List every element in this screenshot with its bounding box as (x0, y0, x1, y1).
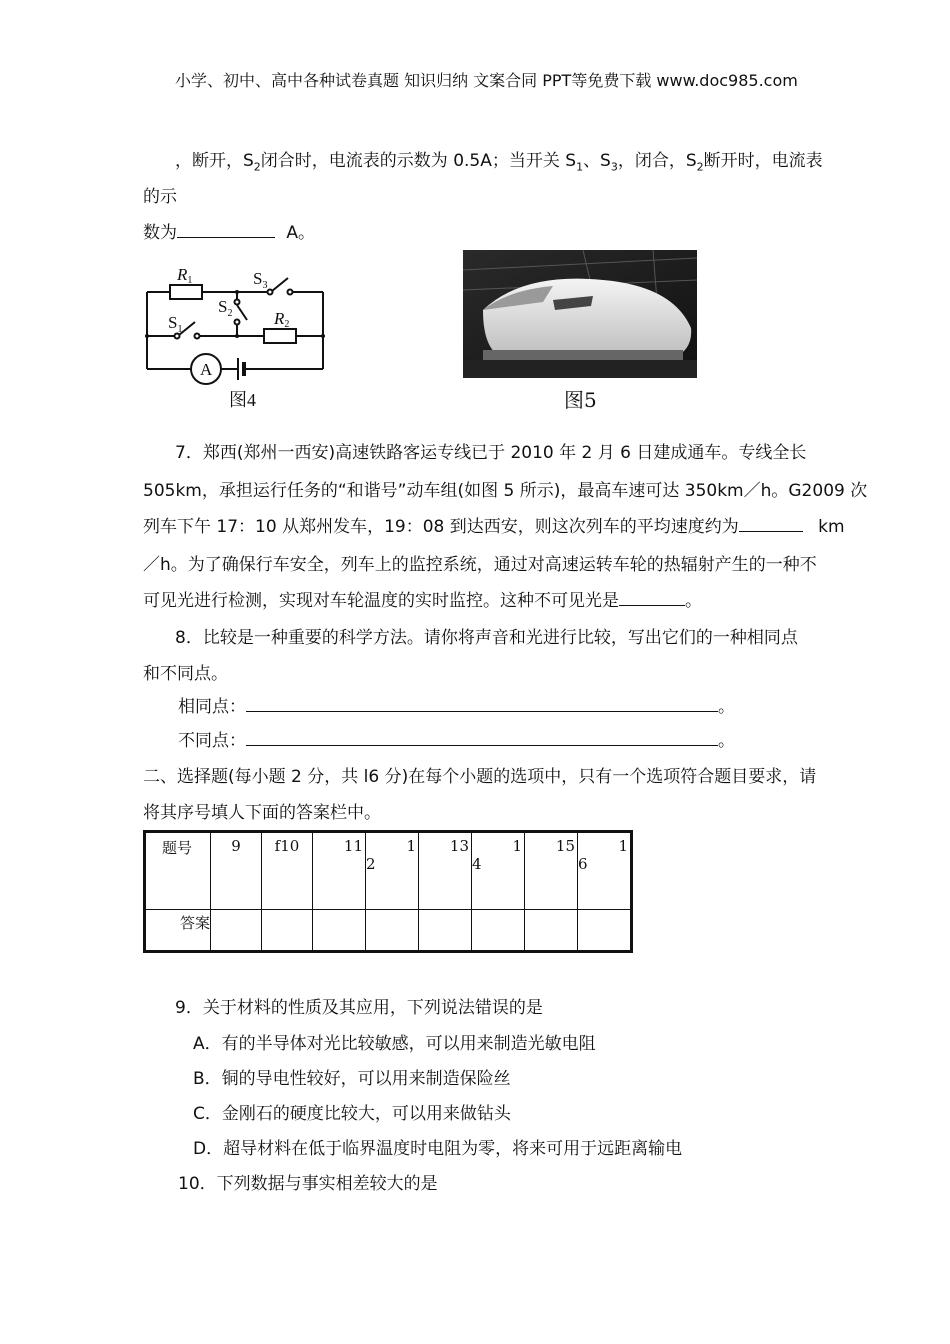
qnum-cell: 13 (419, 832, 472, 910)
q9-option-b: B．铜的导电性较好，可以用来制造保险丝 (193, 1069, 511, 1089)
answer-table (143, 830, 633, 953)
q8-diff-row: 不同点： 。 (178, 731, 735, 751)
svg-text:S3: $S_3$ (253, 269, 268, 291)
answer-cell[interactable] (313, 910, 366, 952)
answer-cell[interactable] (472, 910, 525, 952)
q9-option-d: D．超导材料在低于临界温度时电阻为零，将来可用于远距离输电 (193, 1139, 683, 1159)
q7-line2: 505km，承担运行任务的“和谐号”动车组(如图 5 所示)，最高车速可达 350km／h。G2009 次 (143, 481, 868, 501)
answer-cell[interactable] (366, 910, 419, 952)
qnum-cell: f10 (262, 832, 313, 910)
q6-line3: 数为 A。 (143, 223, 316, 243)
q8-diff-blank[interactable] (246, 745, 718, 746)
q7-speed-blank[interactable] (739, 531, 803, 532)
fig5-caption: 图5 (564, 388, 597, 412)
page-header: 小学、初中、高中各种试卷真题 知识归纳 文案合同 PPT等免费下载 www.doc985.com (175, 71, 798, 90)
q7-line4: ／h。为了确保行车安全，列车上的监控系统，通过对高速运转车轮的热辐射产生的一种不 (143, 555, 817, 575)
svg-text:R1: R1 (177, 265, 193, 286)
qnum-cell: 11 (313, 832, 366, 910)
fig4-caption: 图4 (229, 390, 256, 410)
q8-same-blank[interactable] (246, 711, 718, 712)
question-number-row (145, 832, 632, 910)
section2-line2: 将其序号填人下面的答案栏中。 (143, 803, 381, 823)
answer-cell[interactable] (211, 910, 262, 952)
qnum-cell: 1 2 (366, 832, 419, 910)
resistor-r2 (264, 329, 296, 343)
svg-text:S2: $S_2$ (218, 297, 233, 319)
q9-stem: 9．关于材料的性质及其应用，下列说法错误的是 (175, 998, 543, 1018)
q6-line1: ，断开，$S_2$闭合时，电流表的示数为 0.5A；当开关 $S_1$、$S_3$，闭合，$S_2$断开时，电流表 (175, 151, 823, 174)
q6-line2: 的示 (143, 187, 177, 207)
switch-s3 (272, 278, 288, 291)
q7-line1: 7．郑西(郑州一西安)高速铁路客运专线已于 2010 年 2 月 6 日建成通车。专线全长 (175, 443, 807, 463)
resistor-r1 (170, 285, 202, 299)
q8-line1: 8．比较是一种重要的科学方法。请你将声音和光进行比较，写出它们的一种相同点 (175, 628, 798, 648)
answer-cell[interactable] (262, 910, 313, 952)
q7-line3: 列车下午 17：10 从郑州发车，19：08 到达西安，则这次列车的平均速度约为 km (143, 517, 845, 537)
svg-text:A: A (200, 360, 213, 379)
row-label-number: 题号 (145, 832, 211, 910)
q8-same-row: 相同点： 。 (178, 697, 735, 717)
qnum-cell: 9 (211, 832, 262, 910)
answer-cell[interactable] (419, 910, 472, 952)
row-label-answer: 答案 (145, 910, 211, 952)
q7-light-blank[interactable] (619, 605, 685, 606)
qnum-cell: 1 4 (472, 832, 525, 910)
qnum-cell: 15 (525, 832, 578, 910)
q9-option-a: A．有的半导体对光比较敏感，可以用来制造光敏电阻 (193, 1034, 596, 1054)
circuit-diagram-fig4 (140, 258, 340, 418)
svg-text:S1: $S_1$ (168, 313, 183, 335)
train-photo-fig5 (463, 250, 697, 378)
q8-line2: 和不同点。 (143, 664, 228, 684)
qnum-cell: 1 6 (578, 832, 632, 910)
svg-text:R2: R2 (274, 309, 290, 330)
answer-cell[interactable] (578, 910, 632, 952)
answer-cell[interactable] (525, 910, 578, 952)
answer-row (145, 910, 632, 952)
q6-answer-blank[interactable] (177, 237, 275, 238)
q9-option-c: C．金刚石的硬度比较大，可以用来做钻头 (193, 1104, 511, 1124)
section2-line1: 二、选择题(每小题 2 分，共 l6 分)在每个小题的选项中，只有一个选项符合题目要求，请 (143, 767, 817, 787)
switch-s2 (237, 305, 247, 320)
q7-line5: 可见光进行检测，实现对车轮温度的实时监控。这种不可见光是 。 (143, 591, 702, 611)
q10-stem: 10．下列数据与事实相差较大的是 (178, 1174, 438, 1194)
